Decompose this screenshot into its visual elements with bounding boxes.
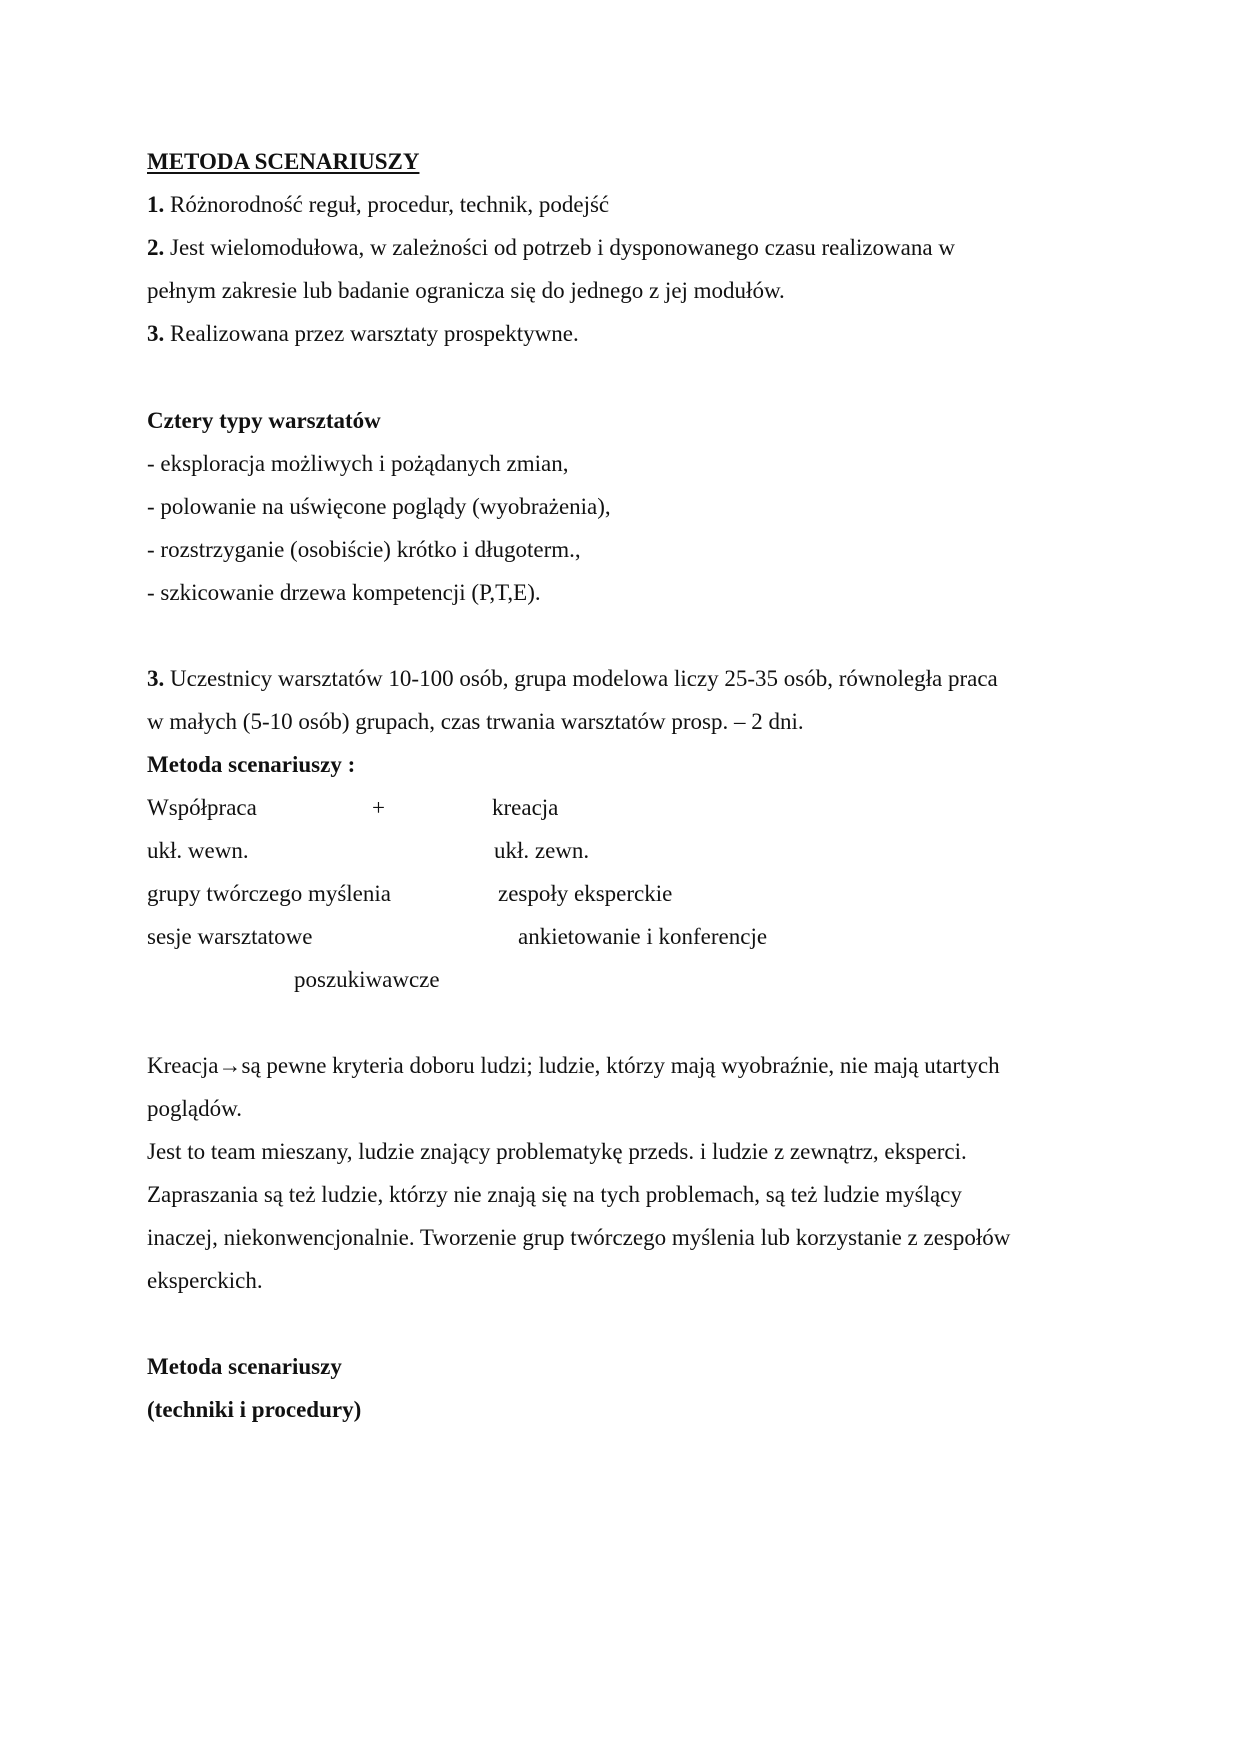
method-row5-center: poszukiwawcze xyxy=(294,967,440,992)
method-row2-left: ukł. wewn. xyxy=(147,838,249,863)
participants-line-2: w małych (5-10 osób) grupach, czas trwania warsztatów prosp. – 2 dni. xyxy=(147,709,804,734)
paragraph-line: Kreacja→są pewne kryteria doboru ludzi; ludzie, którzy mają wyobraźnie, nie mają utartych xyxy=(147,1053,1000,1078)
workshop-type-item: - polowanie na uświęcone poglądy (wyobrażenia), xyxy=(147,494,611,519)
document-title: METODA SCENARIUSZY xyxy=(147,149,420,174)
item-number: 1. xyxy=(147,192,165,217)
method-row4-right: ankietowanie i konferencje xyxy=(518,924,768,949)
method-row1-right: kreacja xyxy=(492,795,559,820)
item-text: pełnym zakresie lub badanie ogranicza się do jednego z jej modułów. xyxy=(147,278,785,303)
item-text: Różnorodność reguł, procedur, technik, podejść xyxy=(164,192,610,217)
method-row1-left: Współpraca xyxy=(147,795,257,820)
paragraph-line: Zapraszania są też ludzie, którzy nie znają się na tych problemach, są też ludzie myślący xyxy=(147,1182,962,1207)
footer-heading: Metoda scenariuszy xyxy=(147,1354,342,1379)
item-number: 3. xyxy=(147,321,165,346)
workshops-heading: Cztery typy warsztatów xyxy=(147,408,381,433)
method-row1-plus: + xyxy=(372,795,385,820)
participants-line-1 xyxy=(147,665,998,693)
method-row3-left: grupy twórczego myślenia xyxy=(147,881,391,906)
list-item xyxy=(147,234,955,262)
method-row2-right: ukł. zewn. xyxy=(494,838,590,863)
item-text: Realizowana przez warsztaty prospektywne. xyxy=(164,321,579,346)
item-number: 3. xyxy=(147,666,165,691)
item-text: Jest wielomodułowa, w zależności od potrzeb i dysponowanego czasu realizowana w xyxy=(164,235,955,260)
workshop-type-item: - szkicowanie drzewa kompetencji (P,T,E). xyxy=(147,580,541,605)
workshop-type-item: - rozstrzyganie (osobiście) krótko i długoterm., xyxy=(147,537,581,562)
list-item xyxy=(147,320,579,348)
method-row3-right: zespoły eksperckie xyxy=(498,881,673,906)
footer-subheading: (techniki i procedury) xyxy=(147,1397,362,1422)
list-item-continuation xyxy=(147,277,785,305)
item-number: 2. xyxy=(147,235,165,260)
method-heading: Metoda scenariuszy : xyxy=(147,752,356,777)
paragraph-line: eksperckich. xyxy=(147,1268,263,1293)
workshop-type-item: - eksploracja możliwych i pożądanych zmian, xyxy=(147,451,569,476)
item-text: Uczestnicy warsztatów 10-100 osób, grupa modelowa liczy 25-35 osób, równoległa praca xyxy=(164,666,998,691)
paragraph-line: inaczej, niekonwencjonalnie. Tworzenie grup twórczego myślenia lub korzystanie z zespołów xyxy=(147,1225,1011,1250)
list-item xyxy=(147,191,609,219)
method-row4-left: sesje warsztatowe xyxy=(147,924,313,949)
paragraph-line: poglądów. xyxy=(147,1096,242,1121)
paragraph-line: Jest to team mieszany, ludzie znający problematykę przeds. i ludzie z zewnątrz, eksperci. xyxy=(147,1139,967,1164)
